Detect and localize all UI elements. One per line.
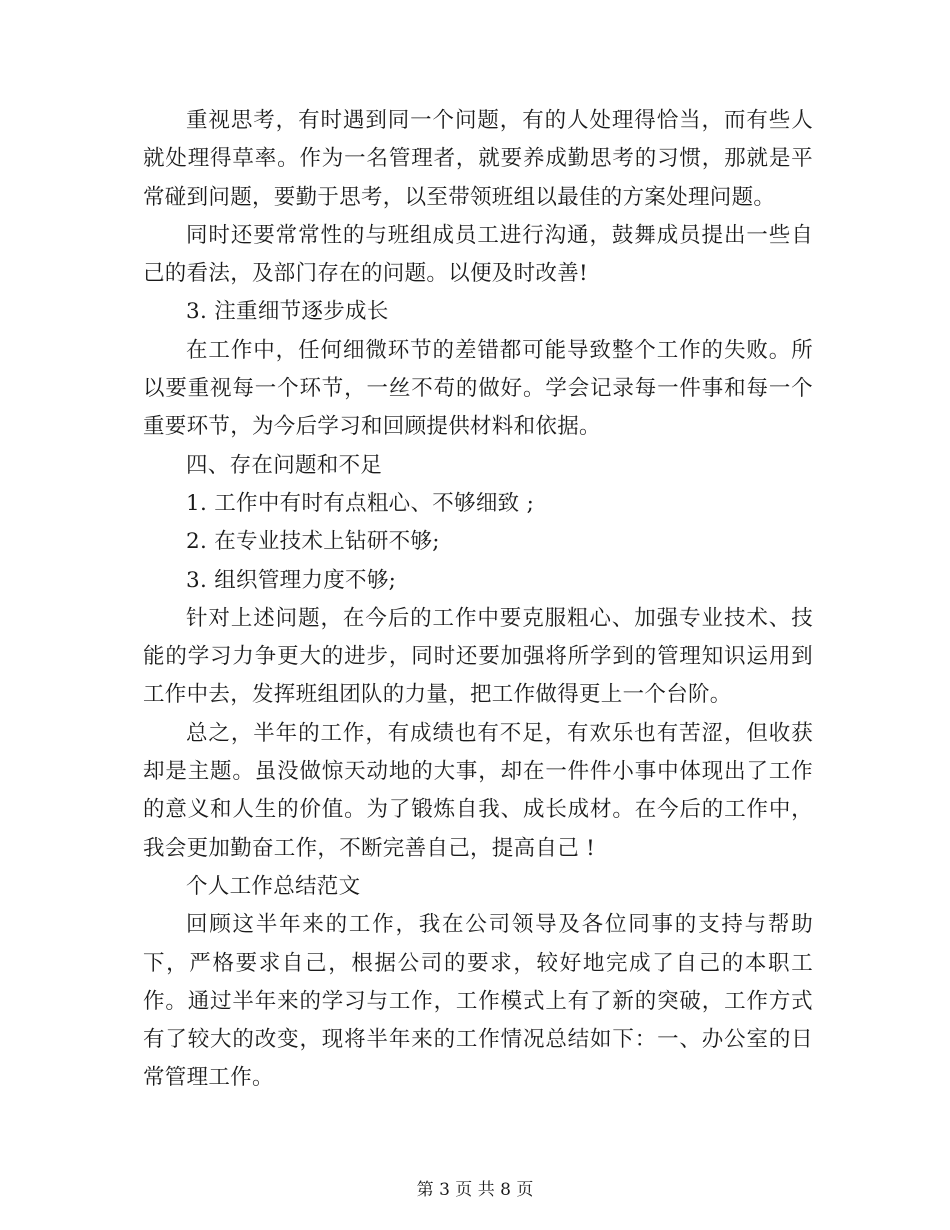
list-item-problem-2: 2. 在专业技术上钻研不够; (186, 529, 440, 555)
heading-details-growth: 3. 注重细节逐步成长 (186, 299, 389, 325)
heading-sample-summary: 个人工作总结范文 (186, 873, 361, 899)
page-number-footer: 第 3 页 共 8 页 (416, 1180, 534, 1200)
heading-problems: 四、存在问题和不足 (186, 452, 383, 478)
paragraph-review: 回顾这半年来的工作，我在公司领导及各位同事的支持与帮助下，严格要求自己，根据公司的要求，较好地完成了自己的本职工作。通过半年来的学习与工作，工作模式上有了新的突破，工作方式有了较大的改变，现将半年来的工作情况总结如下：一、办公室的日常管理工作。 (143, 912, 813, 1091)
paragraph-communication: 同时还要常常性的与班组成员工进行沟通，鼓舞成员提出一些自己的看法，及部门存在的问题。以便及时改善! (143, 222, 813, 287)
paragraph-details: 在工作中，任何细微环节的差错都可能导致整个工作的失败。所以要重视每一个环节，一丝不苟的做好。学会记录每一件事和每一个重要环节，为今后学习和回顾提供材料和依据。 (143, 337, 813, 440)
list-item-problem-3: 3. 组织管理力度不够; (186, 567, 397, 593)
document-body (143, 102, 813, 1098)
paragraph-thinking: 重视思考，有时遇到同一个问题，有的人处理得恰当，而有些人就处理得草率。作为一名管理者，就要养成勤思考的习惯，那就是平常碰到问题，要勤于思考，以至带领班组以最佳的方案处理问题。 (143, 108, 813, 210)
paragraph-improvement: 针对上述问题，在今后的工作中要克服粗心、加强专业技术、技能的学习力争更大的进步，同时还要加强将所学到的管理知识运用到工作中去，发挥班组团队的力量，把工作做得更上一个台阶。 (143, 605, 813, 708)
list-item-problem-1: 1. 工作中有时有点粗心、不够细致 ; (186, 490, 535, 516)
paragraph-conclusion: 总之，半年的工作，有成绩也有不足，有欢乐也有苦涩，但收获却是主题。虽没做惊天动地的大事，却在一件件小事中体现出了工作的意义和人生的价值。为了锻炼自我、成长成材。在今后的工作中，我会更加勤奋工作，不断完善自己，提高自己 ! (143, 720, 813, 861)
